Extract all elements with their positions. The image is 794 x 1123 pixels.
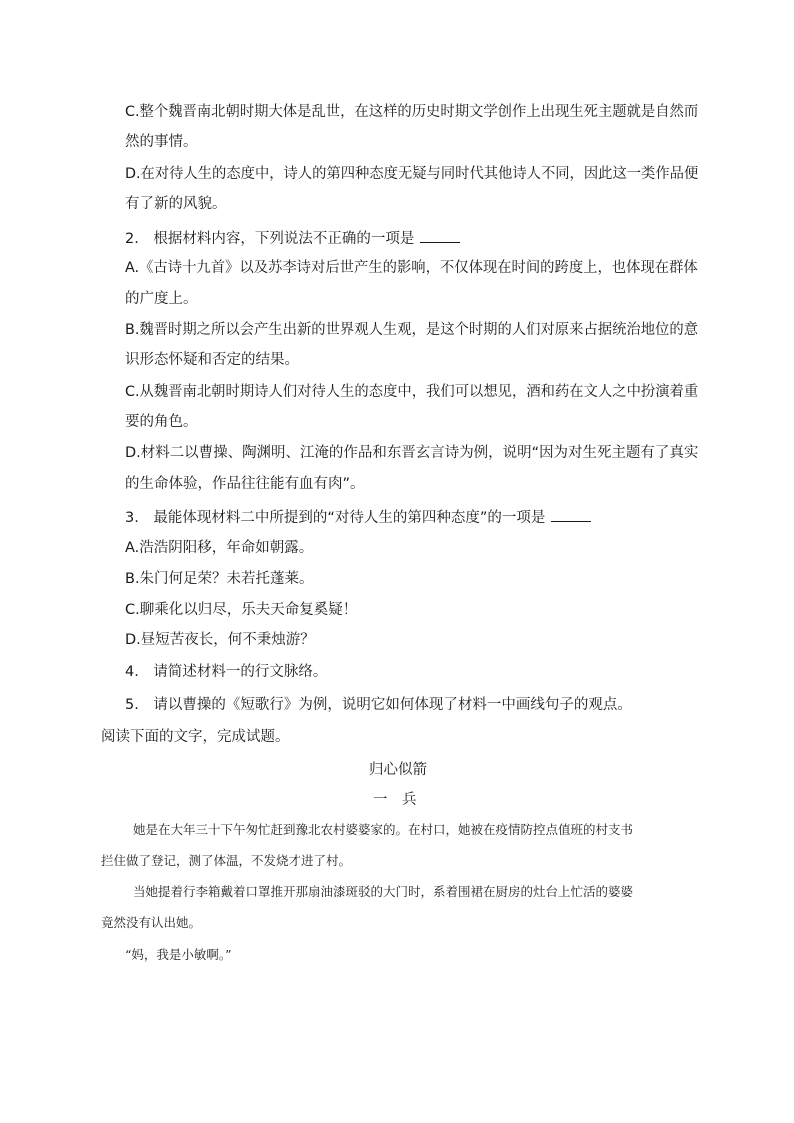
reading-instruction: 阅读下面的文字，完成试题。 [101, 729, 290, 745]
q2-option-d-line1: D.材料二以曹操、陶渊明、江淹的作品和东晋玄言诗为例，说明“因为对生死主题有了真实 [125, 445, 699, 461]
q2-option-a-line2: 的广度上。 [125, 291, 198, 307]
q2-option-b-line1: B.魏晋时期之所以会产生出新的世界观人生观，是这个时期的人们对原来占据统治地位的意 [125, 322, 699, 338]
q2-stem-text: 2. 根据材料内容，下列说法不正确的一项是 [125, 231, 415, 247]
q2-stem [125, 228, 460, 249]
answer-blank [420, 228, 460, 243]
q2-option-d-line2: 的生命体验，作品往往能有血有肉”。 [125, 476, 365, 492]
answer-blank [551, 507, 591, 522]
story-author: 一 兵 [373, 792, 417, 808]
q3-stem-text: 3. 最能体现材料二中所提到的“对待人生的第四种态度”的一项是 [125, 510, 546, 526]
q5-stem: 5. 请以曹操的《短歌行》为例，说明它如何体现了材料一中画线句子的观点。 [125, 697, 632, 713]
q3-option-d: D.昼短苦夜长，何不秉烛游？ [125, 632, 315, 648]
q3-option-c: C.聊乘化以归尽，乐夫天命复奚疑！ [125, 602, 358, 618]
q2-option-b-line2: 识形态怀疑和否定的结果。 [125, 352, 299, 368]
story-paragraph-3: “妈，我是小敏啊。” [125, 947, 232, 962]
q3-option-a: A.浩浩阴阳移，年命如朝露。 [125, 540, 314, 556]
q2-option-c-line1: C.从魏晋南北朝时期诗人们对待人生的态度中，我们可以想见，酒和药在文人之中扮演着重 [125, 384, 699, 400]
story-title: 归心似箭 [369, 762, 427, 778]
story-paragraph-2-line1: 当她提着行李箱戴着口罩推开那扇油漆斑驳的大门时，系着围裙在厨房的灶台上忙活的婆婆 [133, 884, 634, 899]
q3-stem [125, 507, 591, 528]
q1-option-c-line2: 然的事情。 [125, 134, 198, 150]
q4-stem: 4. 请简述材料一的行文脉络。 [125, 664, 328, 680]
q1-option-d-line1: D.在对待人生的态度中，诗人的第四种态度无疑与同时代其他诗人不同，因此这一类作品便 [125, 166, 699, 182]
q2-option-a-line1: A.《古诗十九首》以及苏李诗对后世产生的影响，不仅体现在时间的跨度上，也体现在群体 [125, 260, 698, 276]
q1-option-d-line2: 有了新的风貌。 [125, 196, 227, 212]
q2-option-c-line2: 要的角色。 [125, 414, 198, 430]
q3-option-b: B.朱门何足荣？未若托蓬莱。 [125, 571, 314, 587]
q1-option-c-line1: C.整个魏晋南北朝时期大体是乱世，在这样的历史时期文学创作上出现生死主题就是自然而 [125, 104, 699, 120]
story-paragraph-1-line1: 她是在大年三十下午匆忙赶到豫北农村婆婆家的。在村口，她被在疫情防控点值班的村支书 [133, 822, 634, 837]
story-paragraph-2-line2: 竟然没有认出她。 [101, 915, 202, 930]
story-paragraph-1-line2: 拦住做了登记，测了体温，不发烧才进了村。 [101, 853, 352, 868]
